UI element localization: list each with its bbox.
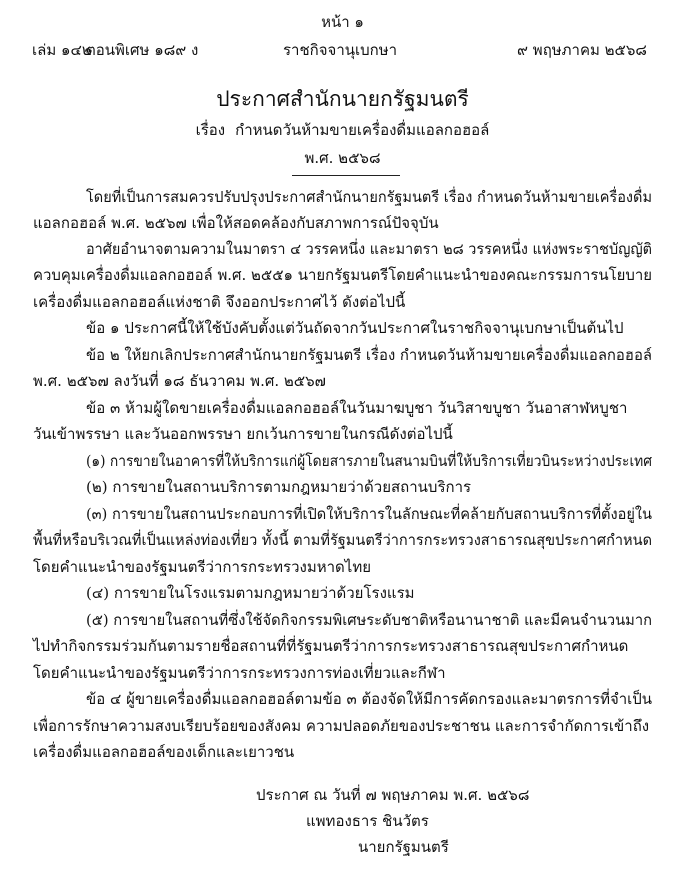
volume-number: เล่ม ๑๔๒ <box>32 41 92 59</box>
gazette-name: ราชกิจจานุเบกษา <box>283 41 398 59</box>
title-divider <box>292 175 400 176</box>
gazette-date: ๙ พฤษภาคม ๒๕๖๘ <box>517 41 647 59</box>
clause-2: ข้อ ๒ ให้ยกเลิกประกาศสำนักนายกรัฐมนตรี เรื่อง กำหนดวันห้ามขายเครื่องดื่มแอลกอฮอล์ <box>86 346 652 364</box>
issue-number: ตอนพิเศษ ๑๘๙ ง <box>86 41 199 59</box>
preamble-line: โดยที่เป็นการสมควรปรับปรุงประกาศสำนักนายกรัฐมนตรี เรื่อง กำหนดวันห้ามขายเครื่องดื่ม <box>86 188 653 206</box>
announcement-date: ประกาศ ณ วันที่ ๗ พฤษภาคม พ.ศ. ๒๕๖๘ <box>256 786 530 804</box>
page-number: หน้า ๑ <box>321 13 364 31</box>
exception-item-5-line: ไปทำกิจกรรมร่วมกันตามรายชื่อสถานที่ที่รัฐมนตรีว่าการกระทรวงสาธารณสุขประกาศกำหนด <box>33 637 629 655</box>
exception-item-5-line: โดยคำแนะนำของรัฐมนตรีว่าการกระทรวงการท่องเที่ยวและกีฬา <box>33 664 446 682</box>
authority-line: อาศัยอำนาจตามความในมาตรา ๔ วรรคหนึ่ง และมาตรา ๒๘ วรรคหนึ่ง แห่งพระราชบัญญัติ <box>86 240 653 258</box>
clause-4-line: เพื่อการรักษาความสงบเรียบร้อยของสังคม ความปลอดภัยของประชาชน และการจำกัดการเข้าถึง <box>33 717 650 735</box>
exception-item-3: (๓) การขายในสถานประกอบการที่เปิดให้บริการในลักษณะที่คล้ายกับสถานบริการที่ตั้งอยู่ใน <box>86 505 652 523</box>
clause-1: ข้อ ๑ ประกาศนี้ให้ใช้บังคับตั้งแต่วันถัดจากวันประกาศในราชกิจจานุเบกษาเป็นต้นไป <box>86 319 624 337</box>
exception-item-2: (๒) การขายในสถานบริการตามกฎหมายว่าด้วยสถานบริการ <box>86 478 472 496</box>
clause-4: ข้อ ๔ ผู้ขายเครื่องดื่มแอลกอฮอล์ตามข้อ ๓ ต้องจัดให้มีการคัดกรองและมาตรการที่จำเป็น <box>86 690 652 708</box>
announcement-subject <box>0 118 685 142</box>
announcement-year: พ.ศ. ๒๕๖๘ <box>304 149 381 167</box>
subject-label: เรื่อง <box>195 121 226 139</box>
exception-item-3-line: โดยคำแนะนำของรัฐมนตรีว่าการกระทรวงมหาดไทย <box>33 558 372 576</box>
exception-item-5: (๕) การขายในสถานที่ซึ่งใช้จัดกิจกรรมพิเศษระดับชาติหรือนานาชาติ และมีคนจำนวนมาก <box>86 611 653 629</box>
exception-item-3-line: พื้นที่หรือบริเวณที่เป็นแหล่งท่องเที่ยว ทั้งนี้ ตามที่รัฐมนตรีว่าการกระทรวงสาธารณสุขประกาศกำหนด <box>33 531 653 549</box>
announcement-title: ประกาศสำนักนายกรัฐมนตรี <box>216 87 469 111</box>
exception-item-1: (๑) การขายในอาคารที่ให้บริการแก่ผู้โดยสารภายในสนามบินที่ให้บริการเที่ยวบินระหว่างประเทศ <box>86 452 653 470</box>
authority-line: ควบคุมเครื่องดื่มแอลกอฮอล์ พ.ศ. ๒๕๕๑ นายกรัฐมนตรีโดยคำแนะนำของคณะกรรมการนโยบาย <box>33 266 652 284</box>
clause-2-line: พ.ศ. ๒๕๖๗ ลงวันที่ ๑๘ ธันวาคม พ.ศ. ๒๕๖๗ <box>33 372 326 390</box>
subject-text: กำหนดวันห้ามขายเครื่องดื่มแอลกอฮอล์ <box>235 121 490 139</box>
preamble-line: แอลกอฮอล์ พ.ศ. ๒๕๖๗ เพื่อให้สอดคล้องกับสภาพการณ์ปัจจุบัน <box>33 214 439 232</box>
signatory-name: แพทองธาร ชินวัตร <box>306 812 429 830</box>
clause-4-line: เครื่องดื่มแอลกอฮอล์ของเด็กและเยาวชน <box>33 743 295 761</box>
clause-3-line: วันเข้าพรรษา และวันออกพรรษา ยกเว้นการขายในกรณีดังต่อไปนี้ <box>33 425 453 443</box>
clause-3: ข้อ ๓ ห้ามผู้ใดขายเครื่องดื่มแอลกอฮอล์ในวันมาฆบูชา วันวิสาขบูชา วันอาสาฬหบูชา <box>86 399 628 417</box>
authority-line: เครื่องดื่มแอลกอฮอล์แห่งชาติ จึงออกประกาศไว้ ดังต่อไปนี้ <box>33 293 406 311</box>
signatory-position: นายกรัฐมนตรี <box>358 838 449 856</box>
exception-item-4: (๔) การขายในโรงแรมตามกฎหมายว่าด้วยโรงแรม <box>86 584 415 602</box>
